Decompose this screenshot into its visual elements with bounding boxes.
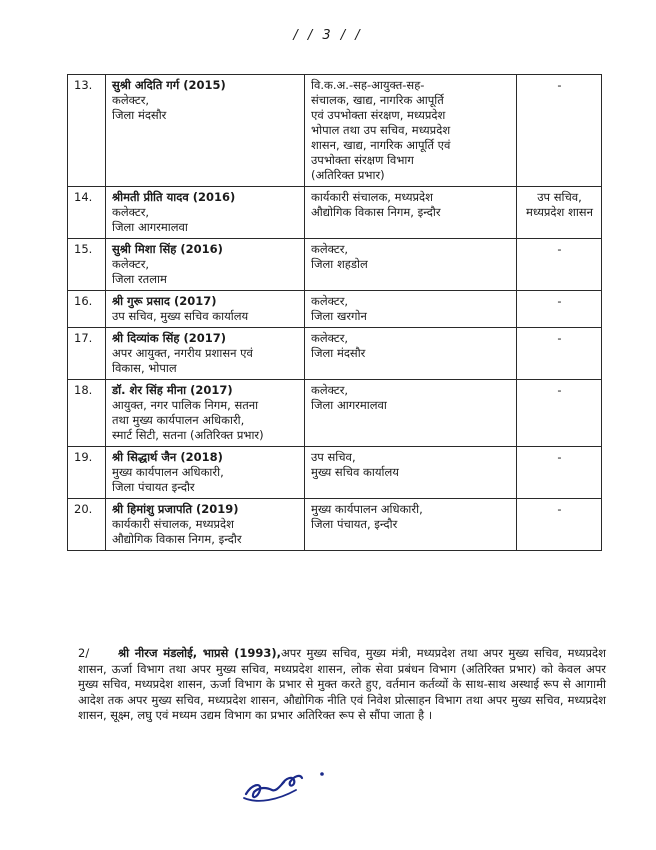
officer-name: श्री सिद्धार्थ जैन (2018) bbox=[112, 450, 223, 464]
new-posting-cell bbox=[305, 328, 517, 380]
officer-name: सुश्री मिशा सिंह (2016) bbox=[112, 242, 223, 256]
new-posting-line: जिला शहडोल bbox=[311, 257, 368, 271]
officer-name: डॉ. शेर सिंह मीना (2017) bbox=[112, 383, 233, 397]
serial-number: 19. bbox=[68, 447, 106, 499]
signature-icon bbox=[238, 760, 338, 808]
officer-cell bbox=[106, 447, 305, 499]
new-posting-cell bbox=[305, 187, 517, 239]
new-posting-cell bbox=[305, 291, 517, 328]
new-posting-line: कार्यकारी संचालक, मध्यप्रदेश bbox=[311, 190, 433, 204]
serial-number: 13. bbox=[68, 75, 106, 187]
table-row bbox=[68, 291, 602, 328]
officer-name: श्रीमती प्रीति यादव (2016) bbox=[112, 190, 236, 204]
table-row bbox=[68, 499, 602, 551]
table-row bbox=[68, 187, 602, 239]
additional-charge-line: उप सचिव, bbox=[537, 190, 582, 204]
current-post-line: स्मार्ट सिटी, सतना (अतिरिक्त प्रभार) bbox=[112, 428, 264, 442]
new-posting-line: कलेक्टर, bbox=[311, 294, 349, 308]
current-post-line: मुख्य कार्यपालन अधिकारी, bbox=[112, 465, 224, 479]
officer-cell bbox=[106, 380, 305, 447]
additional-charge-line: - bbox=[557, 450, 562, 464]
additional-charge-cell bbox=[517, 447, 602, 499]
officer-name: श्री हिमांशु प्रजापति (2019) bbox=[112, 502, 239, 516]
officer-name: सुश्री अदिति गर्ग (2015) bbox=[112, 78, 226, 92]
new-posting-line: मुख्य सचिव कार्यालय bbox=[311, 465, 399, 479]
officer-cell bbox=[106, 291, 305, 328]
table-row bbox=[68, 75, 602, 187]
paragraph-officer: श्री नीरज मंडलोई, भाप्रसे (1993), bbox=[118, 646, 281, 660]
serial-number: 16. bbox=[68, 291, 106, 328]
new-posting-cell bbox=[305, 380, 517, 447]
new-posting-line: जिला आगरमालवा bbox=[311, 398, 387, 412]
officer-cell bbox=[106, 328, 305, 380]
additional-charge-cell bbox=[517, 239, 602, 291]
table-row bbox=[68, 239, 602, 291]
current-post-line: कलेक्टर, bbox=[112, 93, 150, 107]
paragraph-text: अपर मुख्य सचिव, मुख्य मंत्री, मध्यप्रदेश तथा अपर मुख्य सचिव, मध्यप्रदेश शासन, ऊर्जा विभाग तथा अपर मुख्य सचिव, मध्यप्रदेश शासन, लोक सेवा प्रबंधन विभाग (अतिरिक्त प्रभार) को केवल अपर मुख्य सचिव, मध्यप्रदेश शासन, ऊर्जा विभाग के प्रभार से मुक्त करते हुए, वर्तमान कर्तव्यों के साथ-साथ अस्थाई रूप से आगामी आदेश तक अपर मुख्य सचिव, मध्यप्रदेश शासन, औद्योगिक नीति एवं निवेश प्रोत्साहन विभाग तथा अपर मुख्य सचिव, मध्यप्रदेश शासन, सूक्ष्म, लघु एवं मध्यम उद्यम विभाग का प्रभार अतिरिक्त रूप से सौंपा जाता है । bbox=[78, 646, 606, 722]
new-posting-line: शासन, खाद्य, नागरिक आपूर्ति एवं bbox=[311, 138, 451, 152]
new-posting-line: कलेक्टर, bbox=[311, 242, 349, 256]
new-posting-cell bbox=[305, 239, 517, 291]
additional-charge-cell bbox=[517, 499, 602, 551]
current-post-line: कलेक्टर, bbox=[112, 257, 150, 271]
additional-charge-cell bbox=[517, 328, 602, 380]
new-posting-line: वि.क.अ.-सह-आयुक्त-सह- bbox=[311, 78, 425, 92]
new-posting-line: जिला खरगोन bbox=[311, 309, 367, 323]
current-post-line: जिला पंचायत इन्दौर bbox=[112, 480, 195, 494]
new-posting-line: मुख्य कार्यपालन अधिकारी, bbox=[311, 502, 423, 516]
new-posting-line: उप सचिव, bbox=[311, 450, 356, 464]
current-post-line: कार्यकारी संचालक, मध्यप्रदेश bbox=[112, 517, 234, 531]
additional-charge-line: - bbox=[557, 242, 562, 256]
officer-name: श्री गुरू प्रसाद (2017) bbox=[112, 294, 217, 308]
transfer-table bbox=[67, 74, 602, 551]
additional-charge-line: - bbox=[557, 78, 562, 92]
new-posting-line: एवं उपभोक्ता संरक्षण, मध्यप्रदेश bbox=[311, 108, 446, 122]
new-posting-cell bbox=[305, 75, 517, 187]
additional-charge-line: - bbox=[557, 294, 562, 308]
current-post-line: औद्योगिक विकास निगम, इन्दौर bbox=[112, 532, 242, 546]
additional-charge-line: - bbox=[557, 383, 562, 397]
serial-number: 17. bbox=[68, 328, 106, 380]
new-posting-line: कलेक्टर, bbox=[311, 383, 349, 397]
new-posting-line: उपभोक्ता संरक्षण विभाग bbox=[311, 153, 414, 167]
additional-charge-line: - bbox=[557, 331, 562, 345]
current-post-line: उप सचिव, मुख्य सचिव कार्यालय bbox=[112, 309, 249, 323]
current-post-line: अपर आयुक्त, नगरीय प्रशासन एवं bbox=[112, 346, 253, 360]
additional-charge-line: - bbox=[557, 502, 562, 516]
current-post-line: तथा मुख्य कार्यपालन अधिकारी, bbox=[112, 413, 245, 427]
officer-name: श्री दिव्यांक सिंह (2017) bbox=[112, 331, 227, 345]
table-row bbox=[68, 447, 602, 499]
current-post-line: जिला रतलाम bbox=[112, 272, 167, 286]
officer-cell bbox=[106, 187, 305, 239]
current-post-line: जिला मंदसौर bbox=[112, 108, 167, 122]
additional-charge-cell bbox=[517, 75, 602, 187]
officer-cell bbox=[106, 239, 305, 291]
current-post-line: कलेक्टर, bbox=[112, 205, 150, 219]
current-post-line: आयुक्त, नगर पालिक निगम, सतना bbox=[112, 398, 259, 412]
paragraph-number: 2/ bbox=[78, 646, 90, 660]
additional-charge-cell bbox=[517, 380, 602, 447]
new-posting-cell bbox=[305, 447, 517, 499]
page-number: / / 3 / / bbox=[293, 28, 363, 43]
new-posting-line: जिला पंचायत, इन्दौर bbox=[311, 517, 398, 531]
serial-number: 14. bbox=[68, 187, 106, 239]
new-posting-line: भोपाल तथा उप सचिव, मध्यप्रदेश bbox=[311, 123, 451, 137]
table-row bbox=[68, 380, 602, 447]
new-posting-line: औद्योगिक विकास निगम, इन्दौर bbox=[311, 205, 441, 219]
new-posting-line: कलेक्टर, bbox=[311, 331, 349, 345]
additional-charge-cell bbox=[517, 291, 602, 328]
transfer-table-body bbox=[68, 75, 602, 551]
officer-cell bbox=[106, 499, 305, 551]
serial-number: 18. bbox=[68, 380, 106, 447]
serial-number: 15. bbox=[68, 239, 106, 291]
new-posting-line: जिला मंदसौर bbox=[311, 346, 366, 360]
new-posting-line: संचालक, खाद्य, नागरिक आपूर्ति bbox=[311, 93, 444, 107]
new-posting-cell bbox=[305, 499, 517, 551]
officer-cell bbox=[106, 75, 305, 187]
serial-number: 20. bbox=[68, 499, 106, 551]
additional-charge-cell bbox=[517, 187, 602, 239]
table-row bbox=[68, 328, 602, 380]
new-posting-line: (अतिरिक्त प्रभार) bbox=[311, 168, 385, 182]
additional-charge-line: मध्यप्रदेश शासन bbox=[526, 205, 593, 219]
current-post-line: जिला आगरमालवा bbox=[112, 220, 188, 234]
current-post-line: विकास, भोपाल bbox=[112, 361, 177, 375]
order-paragraph bbox=[78, 646, 606, 724]
